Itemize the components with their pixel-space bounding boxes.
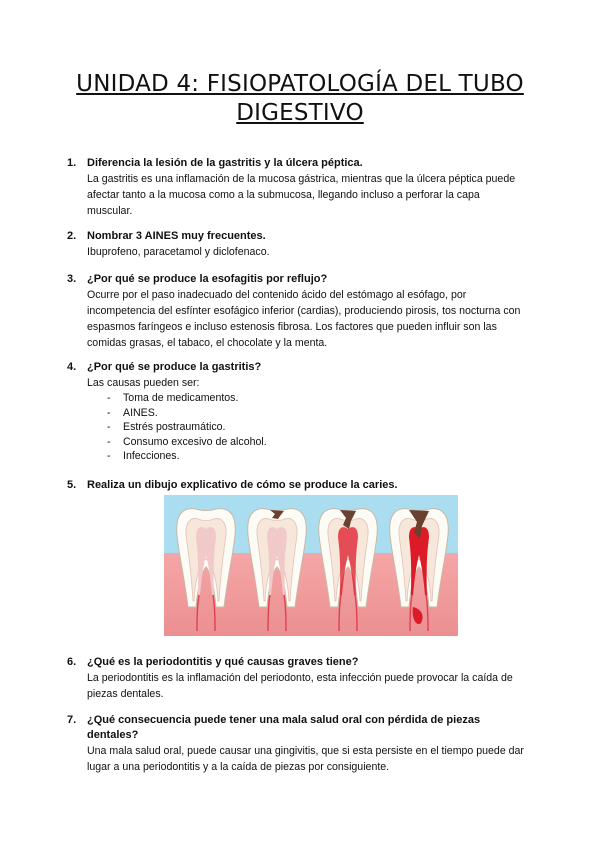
list-item: - AINES. (107, 406, 158, 419)
answer-text: La gastritis es una inflamación de la mucosa gástrica, mientras que la úlcera péptica puede afectar tanto a la mucosa como a la submucosa, llegando incluso a perforar la capa muscular. (87, 173, 516, 217)
list-item: - Estrés postraumático. (107, 421, 226, 434)
question-5 (67, 478, 527, 493)
question-text: Nombrar 3 AINES muy frecuentes. (87, 230, 266, 242)
question-number: 2. (67, 230, 77, 242)
question-number: 3. (67, 273, 77, 285)
question-text: Realiza un dibujo explicativo de cómo se produce la caries. (87, 479, 398, 491)
page-title: UNIDAD 4: FISIOPATOLOGÍA DEL TUBO DIGESTIVO (76, 71, 524, 126)
question-6 (67, 655, 527, 702)
caries-illustration (164, 495, 458, 636)
question-4 (67, 360, 527, 464)
question-text: ¿Qué es la periodontitis y qué causas graves tiene? (87, 656, 359, 668)
answer-text: Las causas pueden ser: (87, 377, 200, 389)
list-item: - Toma de medicamentos. (107, 392, 239, 404)
question-number: 1. (67, 157, 77, 169)
answer-text: La periodontitis es la inflamación del periodonto, esta infección puede provocar la caída de piezas dentales. (87, 672, 513, 700)
question-number: 7. (67, 714, 77, 726)
question-text: ¿Qué consecuencia puede tener una mala salud oral con pérdida de piezas dentales? (87, 714, 481, 741)
question-2 (67, 229, 527, 260)
question-number: 4. (67, 361, 77, 373)
question-1 (67, 156, 527, 219)
list-item: - Infecciones. (107, 450, 180, 463)
question-7 (67, 713, 527, 775)
question-text: ¿Por qué se produce la esofagitis por reflujo? (87, 273, 328, 285)
question-number: 5. (67, 479, 77, 491)
question-3 (67, 272, 527, 351)
cause-list (87, 391, 527, 464)
answer-text: Una mala salud oral, puede causar una gingivitis, que si esta persiste en el tiempo puede dar lugar a una periodontitis y a la caída de piezas por consiguiente. (87, 745, 524, 773)
answer-text: Ocurre por el paso inadecuado del contenido ácido del estómago al esófago, por incompetencia del esfínter esofágico inferior (cardias), produciendo pirosis, tos nocturna con espasmos faríngeos e incluso estenosis fibrosa. Los factores que pueden influir son las comidas grasas, el tabaco, el chocolate y la menta. (87, 289, 521, 349)
answer-text: Ibuprofeno, paracetamol y diclofenaco. (87, 246, 270, 258)
question-text: Diferencia la lesión de la gastritis y la úlcera péptica. (87, 157, 363, 169)
question-number: 6. (67, 656, 77, 668)
list-item: - Consumo excesivo de alcohol. (107, 435, 267, 448)
question-text: ¿Por qué se produce la gastritis? (87, 361, 262, 373)
